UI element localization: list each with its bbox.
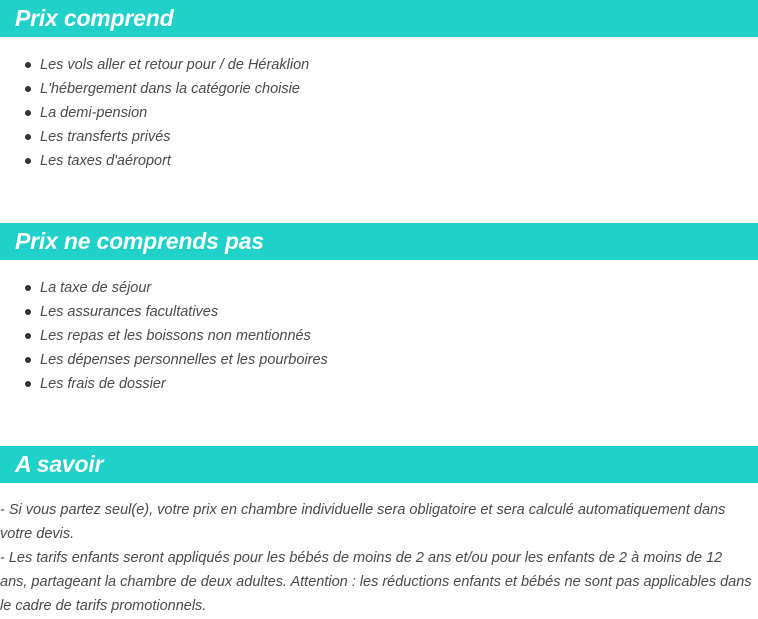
bullet-icon (25, 285, 31, 291)
info-paragraph-child-rates: - Les tarifs enfants seront appliqués pour les bébés de moins de 2 ans et/ou pour les enfants de 2 à moins de 12 ans, partageant la chambre de deux adultes. Attention : les réductions enfants et bébés ne sont pas applicables dans le cadre de tarifs promotionnels. (0, 550, 752, 614)
section-header-prix-ne-comprends-pas (0, 223, 758, 260)
section-title-a-savoir: A savoir (15, 451, 104, 477)
list-item-label: La taxe de séjour (40, 280, 152, 296)
excluded-list (0, 276, 328, 396)
bullet-icon (25, 333, 31, 339)
list-item (0, 372, 328, 396)
list-item (0, 276, 328, 300)
list-item-label: Les vols aller et retour pour / de Héraklion (40, 57, 310, 73)
list-item-label: Les dépenses personnelles et les pourboires (40, 352, 328, 368)
list-item-label: Les transferts privés (40, 129, 171, 145)
info-text (0, 498, 752, 618)
section-header-prix-comprend (0, 0, 758, 37)
bullet-icon (25, 381, 31, 387)
bullet-icon (25, 357, 31, 363)
bullet-icon (25, 158, 31, 164)
list-item (0, 101, 309, 125)
bullet-icon (25, 110, 31, 116)
list-item (0, 125, 309, 149)
list-item (0, 53, 309, 77)
bullet-icon (25, 134, 31, 140)
list-item-label: Les taxes d'aéroport (40, 153, 171, 169)
bullet-icon (25, 86, 31, 92)
included-list (0, 53, 309, 173)
list-item-label: Les frais de dossier (40, 376, 166, 392)
list-item (0, 149, 309, 173)
list-item (0, 324, 328, 348)
bullet-icon (25, 309, 31, 315)
list-item (0, 300, 328, 324)
list-item (0, 77, 309, 101)
list-item-label: L'hébergement dans la catégorie choisie (40, 81, 300, 97)
info-paragraph-single-room: - Si vous partez seul(e), votre prix en chambre individuelle sera obligatoire et sera calculé automatiquement dans votre devis. (0, 502, 726, 542)
section-title-prix-ne-comprends-pas: Prix ne comprends pas (15, 228, 264, 254)
list-item (0, 348, 328, 372)
section-title-prix-comprend: Prix comprend (15, 5, 174, 31)
bullet-icon (25, 62, 31, 68)
list-item-label: Les repas et les boissons non mentionnés (40, 328, 311, 344)
section-header-a-savoir (0, 446, 758, 483)
list-item-label: Les assurances facultatives (40, 304, 219, 320)
list-item-label: La demi-pension (40, 105, 148, 121)
